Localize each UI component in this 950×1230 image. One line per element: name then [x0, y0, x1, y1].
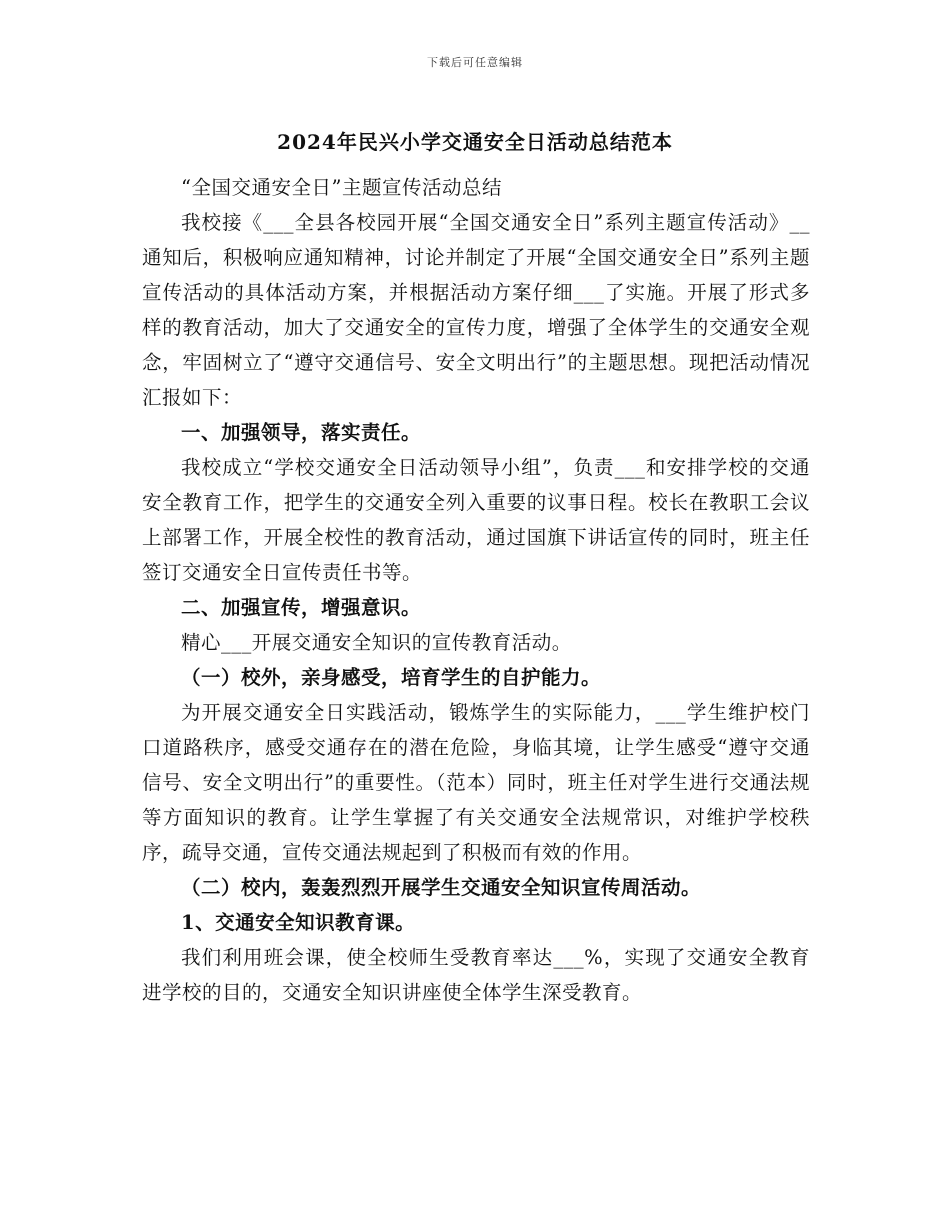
- body-paragraph: 我们利用班会课，使全校师生受教育率达___%，实现了交通安全教育进学校的目的，交通安全知识讲座使全体学生深受教育。: [142, 946, 810, 1004]
- header-note: 下载后可任意编辑: [427, 56, 523, 69]
- body-paragraph: “全国交通安全日”主题宣传活动总结: [181, 176, 502, 199]
- body-paragraph: 我校成立“学校交通安全日活动领导小组”，负责___和安排学校的交通安全教育工作，把学生的交通安全列入重要的议事日程。校长在教职工会议上部署工作，开展全校性的教育活动，通过国旗下讲话宣传的同时，班主任签订交通安全日宣传责任书等。: [142, 456, 810, 584]
- section-heading: 一、加强领导，落实责任。: [181, 421, 422, 444]
- section-heading: （二）校内，轰轰烈烈开展学生交通安全知识宣传周活动。: [181, 876, 702, 899]
- body-paragraph: 为开展交通安全日实践活动，锻炼学生的实际能力，___学生维护校门口道路秩序，感受交通存在的潜在危险，身临其境，让学生感受“遵守交通信号、安全文明出行”的重要性。（范本）同时，班主任对学生进行交通法规等方面知识的教育。让学生掌握了有关交通安全法规常识，对维护学校秩序，疏导交通，宣传交通法规起到了积极而有效的作用。: [142, 701, 810, 864]
- section-heading: 1、交通安全知识教育课。: [181, 911, 416, 934]
- section-heading: （一）校外，亲身感受，培育学生的自护能力。: [181, 666, 602, 689]
- document-title: 2024年民兴小学交通安全日活动总结范本: [277, 130, 673, 154]
- document-body: [142, 170, 810, 1010]
- body-paragraph: 我校接《___全县各校园开展“全国交通安全日”系列主题宣传活动》__通知后，积极响应通知精神，讨论并制定了开展“全国交通安全日”系列主题宣传活动的具体活动方案，并根据活动方案仔细___了实施。开展了形式多样的教育活动，加大了交通安全的宣传力度，增强了全体学生的交通安全观念，牢固树立了“遵守交通信号、安全文明出行”的主题思想。现把活动情况汇报如下：: [142, 211, 810, 409]
- section-heading: 二、加强宣传，增强意识。: [181, 596, 422, 619]
- body-paragraph: 精心___开展交通安全知识的宣传教育活动。: [181, 631, 572, 654]
